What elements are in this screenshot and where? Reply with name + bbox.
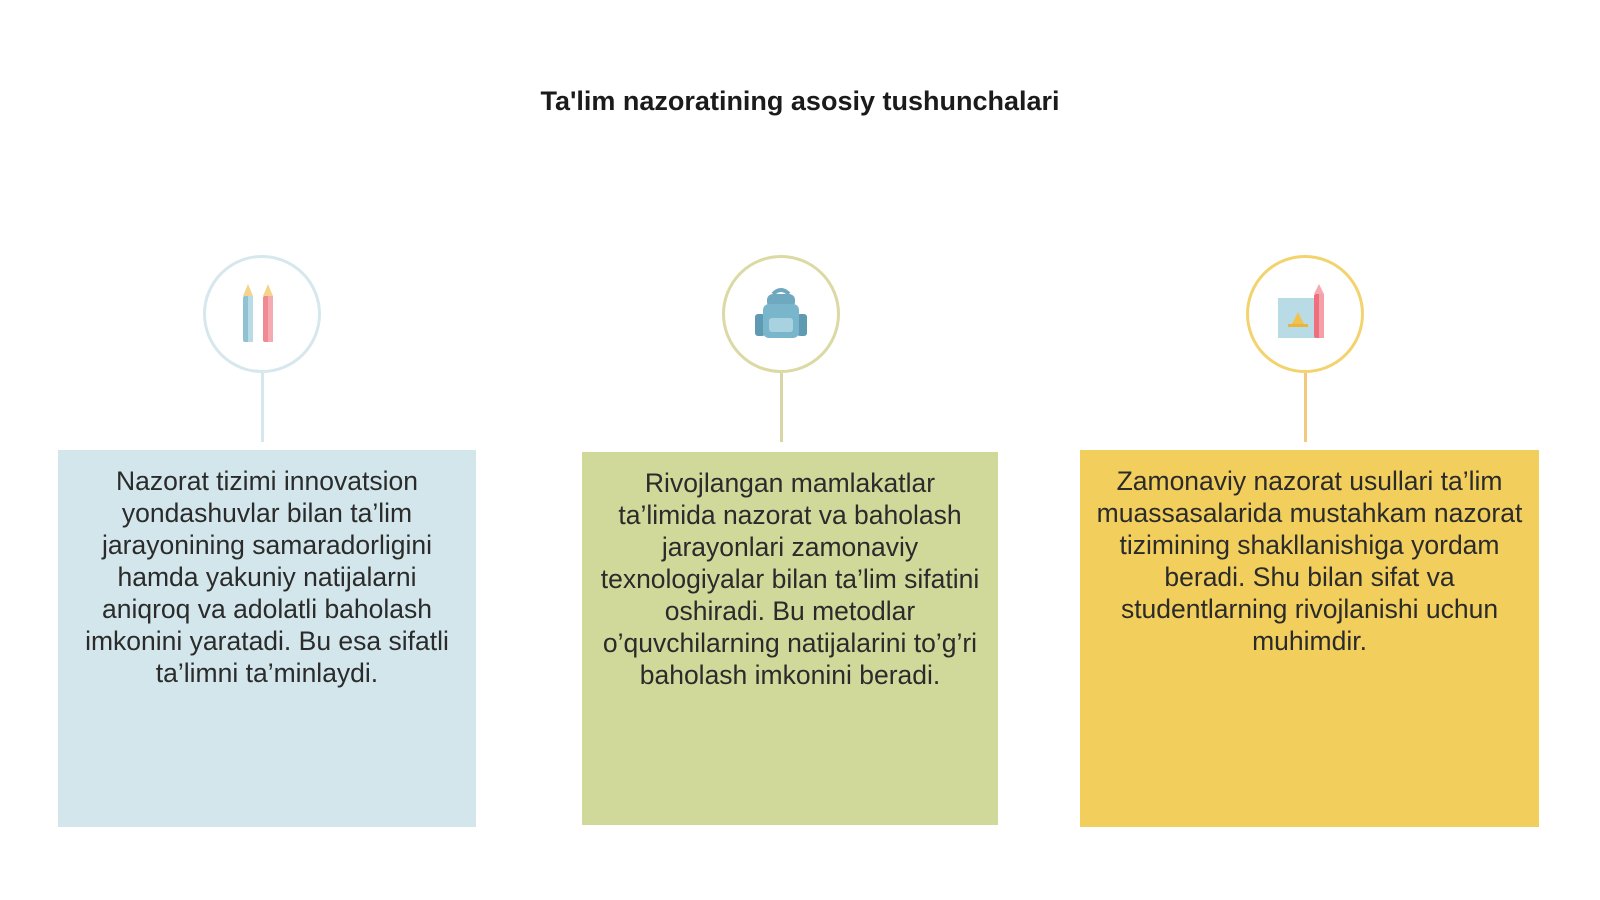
drawing-board-icon bbox=[1274, 284, 1336, 344]
connector-line bbox=[261, 373, 264, 442]
connector-line bbox=[780, 373, 783, 442]
concept-card: Nazorat tizimi innovatsion yondashuvlar bilan ta’lim jarayonining samaradorligini hamda yakuniy natijalarni aniqroq va adolatli baholash imkonini yaratadi. Bu esa sifatli ta’limni ta’minlaydi. bbox=[58, 450, 476, 827]
connector-line bbox=[1304, 373, 1307, 442]
icon-circle bbox=[722, 255, 840, 373]
concept-card: Rivojlangan mamlakatlar ta’limida nazorat va baholash jarayonlari zamonaviy texnologiyalar bilan ta’lim sifatini oshiradi. Bu metodlar o’quvchilarning natijalarini to’g’ri baholash imkonini beradi. bbox=[582, 452, 998, 825]
concept-card: Zamonaviy nazorat usullari ta’lim muassasalarida mustahkam nazorat tizimining shakllanishiga yordam beradi. Shu bilan sifat va studentlarning rivojlanishi uchun muhimdir. bbox=[1080, 450, 1539, 827]
icon-circle bbox=[203, 255, 321, 373]
icon-circle bbox=[1246, 255, 1364, 373]
pencils-icon bbox=[237, 282, 287, 346]
backpack-icon bbox=[751, 284, 811, 344]
page-title: Ta'lim nazoratining asosiy tushunchalari bbox=[540, 86, 1060, 116]
